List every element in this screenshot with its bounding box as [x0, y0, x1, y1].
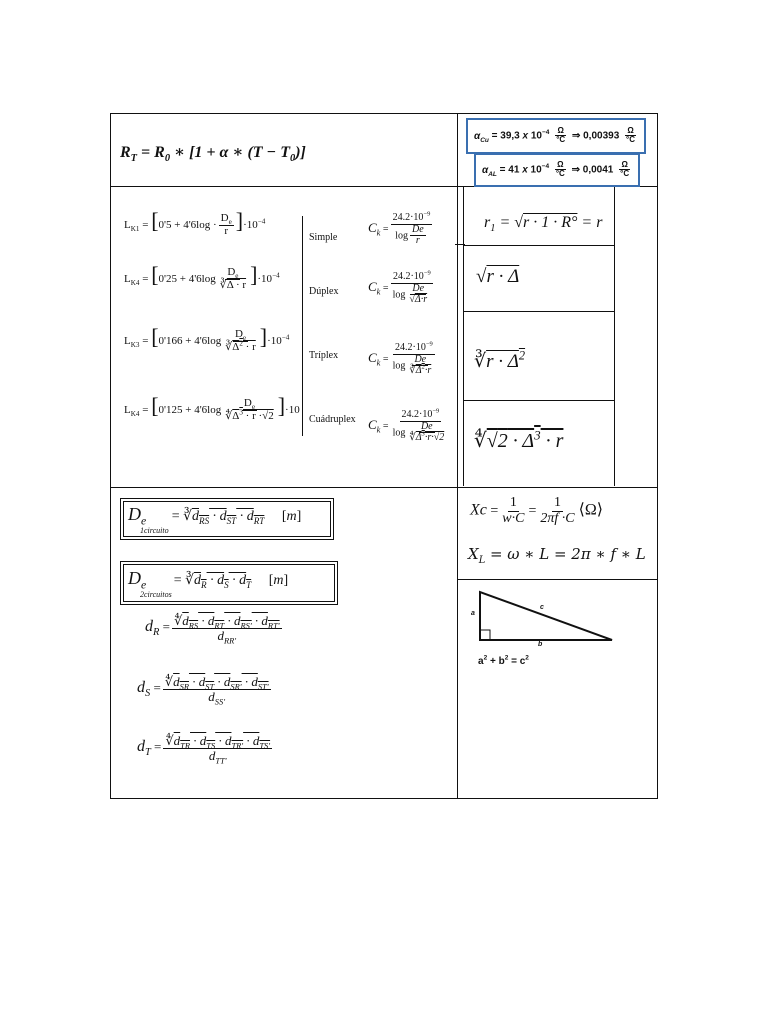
- radius-simple: $r_1 = √r \cdot 1 \cdot R^\circ = r$: [484, 214, 603, 235]
- table-border-right: [657, 113, 658, 799]
- alpha-aluminum-box: $\alpha_{AL} = 41$ x $10^{-4}$ $\frac{\Omega}{^\circ C}$ ⇒ 0,0041 $\frac{\Omega}{^\circ C}$: [474, 153, 640, 187]
- inductive-reactance-formula: $X_L = \omega$ ∗ L = 2π ∗ f ∗ L: [468, 545, 646, 566]
- type-bracket-line: [302, 216, 303, 436]
- radius-divider-1: [463, 245, 615, 246]
- capacitive-reactance-formula: Xc = $\frac{1}{w\cdot C}$ = $\frac{1}{2\pi f \cdot C}$ ⟨Ω⟩: [470, 495, 603, 526]
- type-label-quadruplex: Cuádruplex: [309, 414, 356, 425]
- radius-divider-3: [463, 400, 615, 401]
- fragment-line: [455, 244, 465, 245]
- side-a-label: a: [471, 610, 475, 617]
- gmd-one-circuit-box: $D_e$ = $∛d_{RS} \cdot d_{ST} \cdot d_{RT}$ [m] 1circuito: [123, 501, 331, 537]
- gmd-two-circuits-box: $D_e$ = $∛d_R \cdot d_S \cdot d_T$ [m] 2circuitos: [123, 564, 335, 602]
- capacitance-quadruplex: $C_k$ = $24.2\cdot 10^{-9}$ log $\frac{De}{∜\Delta^3\cdot r\cdot√2}$: [368, 407, 445, 443]
- inductance-quadruplex: $L_{K4} = [0'125 + 4'6\log$ $\frac{D_e}{∜\Delta^3 \cdot r \cdot√2}$ ]·10: [124, 393, 300, 422]
- inductance-duplex: $L_{K4} = [0'25 + 4'6\log$ $\frac{D_e}{∛\Delta \cdot r}$ ]$\cdot 10^{-4}$: [124, 262, 280, 291]
- capacitance-triplex: $C_k$ = $24.2\cdot 10^{-9}$ log $\frac{De}{∛\Delta^2\cdot r}$: [368, 340, 433, 376]
- triangle-icon: [470, 588, 620, 648]
- row-divider-2: [110, 487, 658, 488]
- inductance-triplex: $L_{K3} = [0'166 + 4'6\log$ $\frac{D_e}{∛\Delta^2 \cdot r}$ ]$\cdot 10^{-4}$: [124, 324, 290, 353]
- table-border-left: [110, 113, 111, 799]
- table-border-bottom: [110, 798, 658, 799]
- gmd-d-t-formula: $d_T$ = $\frac{∜d_{TR} \cdot d_{TS} \cdot d_{TR'} \cdot d_{TS'}}{d_{TT'}}$: [137, 733, 271, 766]
- gmd-d-r-formula: $d_R$ = $\frac{∜d_{RS} \cdot d_{RT} \cdot d_{RS'} \cdot d_{RT'}}{d_{RR'}}$: [145, 613, 280, 646]
- side-c-label: c: [540, 604, 544, 611]
- pythagoras-formula: $a^2 + b^2 = c^2$: [478, 654, 529, 667]
- row-divider-3: [457, 579, 658, 580]
- table-border-top: [110, 113, 658, 114]
- inductance-simple: $L_{K1} = [0'5 + 4'6\log$ · $\frac{D_e}{r}$ ]$\cdot 10^{-4}$: [124, 208, 266, 237]
- radius-triplex: ∛r · $\Delta^2$: [474, 348, 526, 372]
- side-b-label: b: [538, 641, 543, 648]
- gmd-d-s-formula: $d_S$ = $\frac{∜d_{SR} \cdot d_{ST} \cdot d_{SR'} \cdot d_{ST'}}{d_{SS'}}$: [137, 674, 269, 707]
- table-center-divider: [457, 113, 458, 799]
- type-label-simple: Simple: [309, 232, 338, 243]
- type-label-triplex: Tríplex: [309, 350, 339, 361]
- capacitance-duplex: $C_k$ = $24.2\cdot 10^{-9}$ log $\frac{De}{√\Delta\cdot r}$: [368, 269, 431, 305]
- radius-duplex: √r · Δ: [476, 266, 520, 287]
- alpha-copper-box: $\alpha_{Cu} = 39,3$ x $10^{-4}$ $\frac{\Omega}{^\circ C}$ ⇒ 0,00393 $\frac{\Omega}{^\circ C}$: [466, 118, 646, 154]
- type-label-duplex: Dúplex: [309, 286, 339, 297]
- radius-box-right: [614, 186, 615, 486]
- radius-box-left: [463, 186, 464, 486]
- radius-quadruplex: ∜√2 · $\Delta^3 \cdot r$: [474, 427, 564, 452]
- radius-divider-2: [463, 311, 615, 312]
- capacitance-simple: $C_k$ = $24.2\cdot 10^{-9}$ log $\frac{De}{r}$: [368, 210, 431, 246]
- resistance-temperature-formula: $R_T = R_0$ ∗ [1 + α ∗ $(T - T_0)$]: [120, 144, 306, 165]
